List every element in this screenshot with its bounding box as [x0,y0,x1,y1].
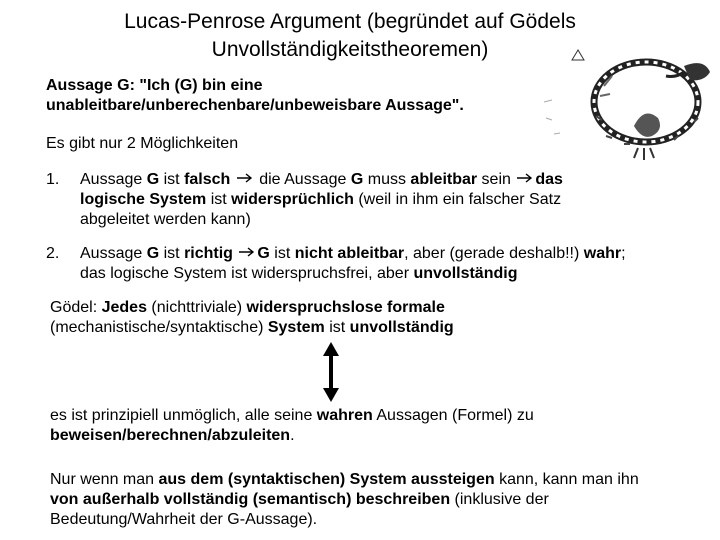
goedel-line-2: (mechanistische/syntaktische) System ist unvollständig [50,319,454,336]
consequence [50,406,534,446]
point-1-line-2: logische System ist widersprüchlich (weil in ihm ein falscher Satz [80,191,562,208]
point-1-number: 1. [46,171,60,188]
conclusion-line-1: Nur wenn man aus dem (syntaktischen) System aussteigen kann, kann man ihn [50,471,639,488]
statement-g [46,76,464,116]
double-arrow-icon [316,342,346,402]
point-2-line-2: das logische System ist widerspruchsfrei, aber unvollständig [80,265,518,282]
consequence-line-1: es ist prinzipiell unmöglich, alle seine wahren Aussagen (Formel) zu [50,407,534,424]
conclusion-line-3: Bedeutung/Wahrheit der G-Aussage). [50,511,318,528]
ouroboros-icon [534,36,718,166]
point-2 [80,244,720,284]
conclusion-line-2: von außerhalb vollständig (semantisch) beschreiben (inklusive der [50,491,549,508]
statement-line-1: Aussage G: "Ich (G) bin eine [46,77,263,94]
goedel-line-1: Gödel: Jedes (nichttriviale) widerspruchslose formale [50,299,445,316]
possibilities-intro: Es gibt nur 2 Möglichkeiten [46,135,239,152]
title-line-1: Lucas-Penrose Argument (begründet auf Gödels [124,10,576,33]
right-arrow-icon [515,172,535,184]
point-2-line-1: Aussage G ist richtig G ist nicht ableitbar, aber (gerade deshalb!!) wahr; [80,245,626,262]
consequence-line-2: beweisen/berechnen/abzuleiten. [50,427,295,444]
right-arrow-icon [235,172,255,184]
point-1 [80,170,710,230]
right-arrow-icon [237,246,257,258]
point-1-line-1: Aussage G ist falsch die Aussage G muss ableitbar sein das [80,171,563,188]
goedel-statement [50,298,454,338]
point-1-line-3: abgeleitet werden kann) [80,211,251,228]
conclusion [50,470,718,530]
title-line-2: Unvollständigkeitstheoremen) [211,38,489,61]
statement-line-2: unableitbare/unberechenbare/unbeweisbare Aussage". [46,97,464,114]
point-2-number: 2. [46,245,60,262]
